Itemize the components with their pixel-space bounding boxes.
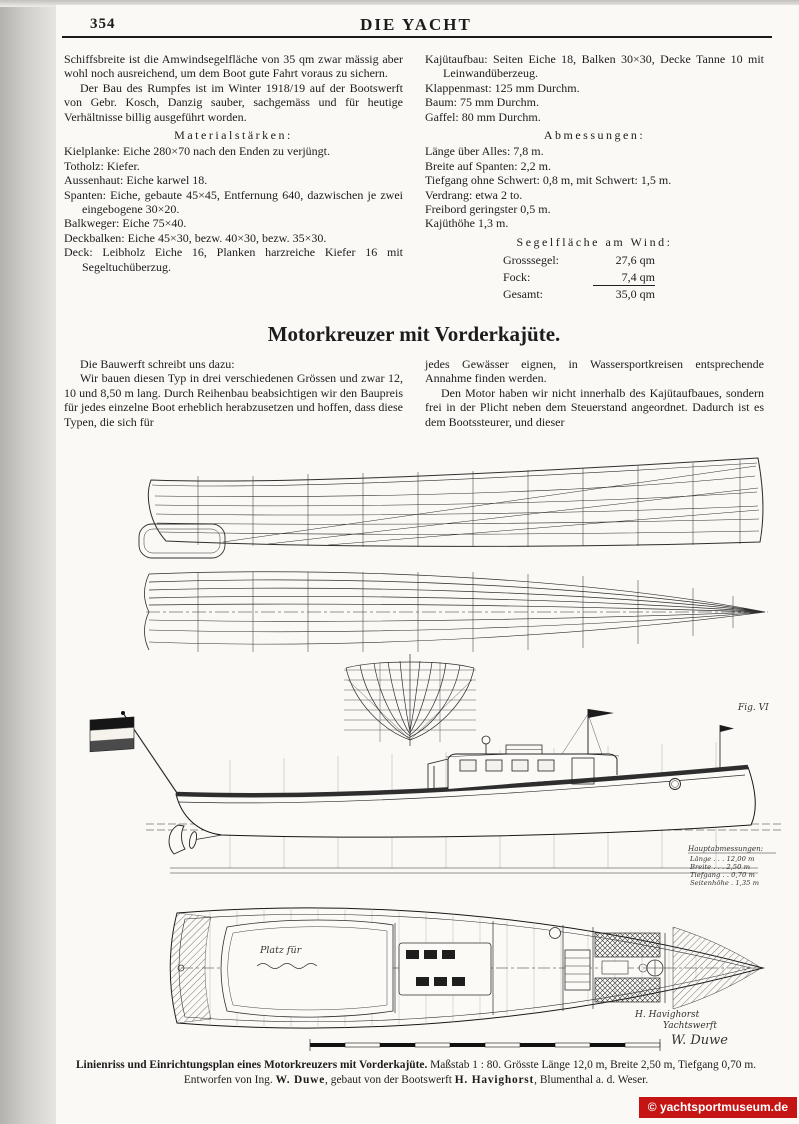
section-heading-abmessungen: Abmessungen: [543,128,646,143]
spec-item: Klappenmast: 125 mm Durchm. [425,80,580,95]
caption-line-2 [60,1073,772,1088]
ventilator [482,736,490,754]
spec-column-left [64,52,403,303]
aft-deck-hatched [170,913,211,1023]
sail-value: 35,0 qm [615,287,655,302]
paragraph: Wir bauen diesen Typ in drei verschiedenen Grössen und zwar 12, 10 und 8,50 m lang. Durch Reihenbau beabsichtigen wir den Baupreis für jedes einzelne Boot erheblich herabzusetzen und hoffen, dass diese Typen, die sich für [64,371,403,429]
paragraph: Den Motor haben wir nicht innerhalb des Kajütaufbaues, sondern frei in der Plicht neben dem Steuerstand angeordnet. Dadurch ist es dem Bootssteurer, und dieser [425,385,764,429]
article-column-right [425,357,764,429]
sail-value: 7,4 qm [593,269,655,286]
bow-deck-hatched [673,927,761,1009]
signal-mast [562,709,614,754]
builder-signature [634,1010,728,1048]
spec-item: Freibord geringster 0,5 m. [425,202,551,217]
bow-jackstaff [720,725,734,769]
deck-fitting-circle [550,928,561,939]
lines-plan-sheer-drawing [128,450,770,564]
spec-item: Kajütaufbau: Seiten Eiche 18, Balken 30×30, Decke Tanne 10 mit Leinwandüberzeug. [425,52,764,81]
caption-title: Linienriss und Einrichtungsplan eines Motorkreuzers mit Vorderkajüte. [75,1059,428,1071]
table-row [503,252,655,268]
caption-text: Entworfen von Ing. [183,1074,276,1086]
article-column-left [64,357,403,429]
spec-item: Balkweger: Eiche 75×40. [64,216,187,231]
caption-text: , gebaut von der Bootswerft [325,1074,455,1086]
sail-area-table [503,252,655,302]
table-row [503,286,655,303]
spec-item: Gaffel: 80 mm Durchm. [425,109,541,124]
sail-value: 27,6 qm [615,253,655,268]
waterline-curves-upper [149,572,765,612]
signature-line: W. Duwe [671,1033,728,1048]
caption-text: , Blumenthal a. d. Weser. [534,1074,649,1086]
spec-item: Tiefgang ohne Schwert: 0,8 m, mit Schwert: 1,5 m. [425,173,672,188]
designer-name: W. Duwe [275,1074,326,1086]
porthole [670,779,681,790]
sail-label: Fock: [503,269,531,284]
spec-column-right [425,52,764,303]
bow-capstan [647,960,663,976]
deck-plan-drawing [115,893,775,1055]
spec-item: Kielplanke: Eiche 280×70 nach den Enden zu verjüngt. [64,144,331,159]
scan-edge-left [0,0,56,1124]
cockpit-label: Platz für [260,945,302,956]
spec-item: Verdrang: etwa 2 to. [425,187,523,202]
scale-bar [310,1039,660,1051]
paragraph: Die Bauwerft schreibt uns dazu: [80,357,235,371]
magazine-title: DIE YACHT [360,15,472,34]
notes-line: Länge . . . 12,00 m [690,855,755,863]
spec-item: Kajüthöhe 1,3 m. [425,216,509,231]
bow-pennant [720,725,734,732]
skylight [506,745,542,754]
masthead-rule [62,36,772,38]
spec-item: Breite auf Spanten: 2,2 m. [425,158,551,173]
section-heading-materialstaerken: Materialstärken: [174,128,293,143]
detail-box [139,524,225,558]
figure-caption [60,1058,772,1088]
signature-line: H. Havighorst [635,1010,700,1020]
spec-columns [64,52,764,303]
watermark-stamp: © yachtsportmuseum.de [639,1097,797,1118]
waterlines [155,476,759,534]
table-row [503,269,655,286]
windshield [428,759,448,790]
signature-line: Yachtswerft [663,1021,717,1031]
spec-item: Deck: Leibholz Eiche 16, Planken harzreiche Kiefer 16 mit Segeltuchüberzug. [64,245,403,274]
section-heading-segelflaeche: Segelfläche am Wind: [516,234,673,249]
spec-item: Aussenhaut: Eiche karwel 18. [64,173,208,188]
dimension-notes [687,844,776,887]
lines-plan-halfbreadth-drawing [128,562,773,655]
builder-name: H. Havighorst [454,1074,535,1086]
spec-item: Spanten: Eiche, gebaute 45×45, Entfernung 640, dazwischen je zwei eingebogene 30×20. [64,187,403,217]
sail-label: Gesamt: [503,286,543,301]
paragraph: jedes Gewässer eignen, in Wassersportkreisen entsprechende Annahme finden werden. [425,357,764,386]
diagonal-curves-lower [149,612,765,644]
stern-flag [90,711,177,793]
notes-line: Seitenhöhe . 1,35 m [690,879,760,887]
paragraph: Schiffsbreite ist die Amwindsegelfläche von 35 qm zwar mässig aber wohl noch ausreichend, um dem Boot gute Fahrt voraus zu sichern. [64,52,403,81]
notes-line: Breite . . . 2,50 m [690,863,751,871]
article-title: Motorkreuzer mit Vorderkajüte. [267,322,561,346]
mast-flag [588,709,614,718]
companionway-ladder [565,950,590,990]
profile-view-drawing [90,698,790,894]
engine-box [399,943,491,995]
sail-label: Grosssegel: [503,253,559,268]
article-columns [64,357,764,429]
caption-line-1 [60,1058,772,1073]
page-number: 354 [90,16,116,32]
cockpit [221,920,393,1017]
caption-scale: Maßstab 1 : 80. Grösste Länge 12,0 m, Breite 2,50 m, Tiefgang 0,70 m. [430,1059,757,1071]
spec-item: Totholz: Kiefer. [64,158,140,173]
spec-item: Deckbalken: Eiche 45×30, bezw. 40×30, bezw. 35×30. [64,230,327,245]
paragraph: Der Bau des Rumpfes ist im Winter 1918/19 auf der Bootswerft von Gebr. Kosch, Danzig sauber, sachgemäss und für heutige Verhältnisse billig ausgeführt worden. [64,80,403,124]
spec-item: Länge über Alles: 7,8 m. [425,144,544,159]
plate-label: Fig. VI [738,703,769,713]
baseline [170,868,758,873]
notes-title: Hauptabmessungen: [688,844,764,853]
spec-item: Baum: 75 mm Durchm. [425,95,539,110]
notes-line: Tiefgang . . 0,70 m [690,871,755,879]
